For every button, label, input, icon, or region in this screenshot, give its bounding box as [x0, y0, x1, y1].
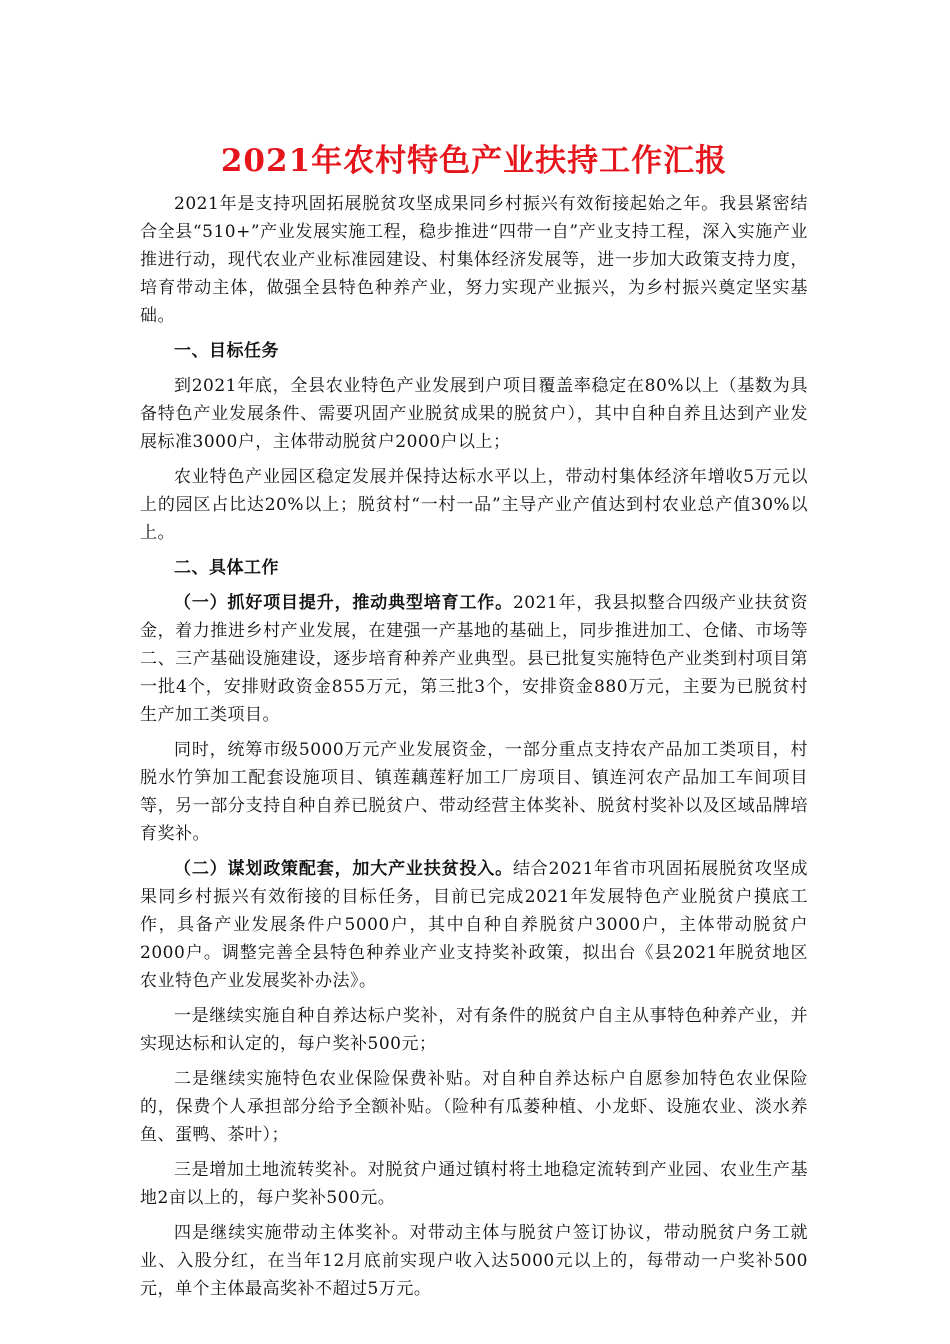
work-item-2-text: 结合2021年省市巩固拓展脱贫攻坚成果同乡村振兴有效衔接的目标任务，目前已完成2021年发展特色产业脱贫户摸底工作，具备产业发展条件户5000户，其中自种自养脱贫户3000户，主体带动脱贫户2000户。调整完善全县特色种养业产业支持奖补政策，拟出台《县2021年脱贫地区农业特色产业发展奖补办法》。	[140, 859, 808, 991]
work-item-1-text: 2021年，我县拟整合四级产业扶贫资金，着力推进乡村产业发展，在建强一产基地的基础上，同步推进加工、仓储、市场等二、三产基础设施建设，逐步培育种养产业典型。县已批复实施特色产业类到村项目第一批4个，安排财政资金855万元，第三批3个，安排资金880万元，主要为已脱贫村生产加工类项目。	[140, 593, 808, 725]
goals-paragraph-2: 农业特色产业园区稳定发展并保持达标水平以上，带动村集体经济年增收5万元以上的园区占比达20%以上；脱贫村“一村一品”主导产业产值达到村农业总产值30%以上。	[140, 467, 808, 543]
policy-point-3: 三是增加土地流转奖补。对脱贫户通过镇村将土地稳定流转到产业园、农业生产基地2亩以上的，每户奖补500元。	[140, 1160, 808, 1208]
work-item-2-paragraph	[140, 855, 808, 995]
document-title: 2021年农村特色产业扶持工作汇报	[220, 143, 728, 179]
section-heading-goals: 一、目标任务	[174, 341, 279, 361]
policy-point-4: 四是继续实施带动主体奖补。对带动主体与脱贫户签订协议，带动脱贫户务工就业、入股分红，在当年12月底前实现户收入达5000元以上的，每带动一户奖补500元，单个主体最高奖补不超过5万元。	[140, 1223, 808, 1299]
section-heading-work: 二、具体工作	[174, 558, 279, 578]
goals-paragraph-1: 到2021年底，全县农业特色产业发展到户项目覆盖率稳定在80%以上（基数为具备特色产业发展条件、需要巩固产业脱贫成果的脱贫户），其中自种自养且达到产业发展标准3000户，主体带动脱贫户2000户以上；	[140, 376, 808, 452]
funding-paragraph: 同时，统筹市级5000万元产业发展资金，一部分重点支持农产品加工类项目，村脱水竹笋加工配套设施项目、镇莲藕莲籽加工厂房项目、镇连河农产品加工车间项目等，另一部分支持自种自养已脱贫户、带动经营主体奖补、脱贫村奖补以及区域品牌培育奖补。	[140, 740, 808, 844]
policy-point-2: 二是继续实施特色农业保险保费补贴。对自种自养达标户自愿参加特色农业保险的，保费个人承担部分给予全额补贴。（险种有瓜蒌种植、小龙虾、设施农业、淡水养鱼、蛋鸭、茶叶）；	[140, 1069, 808, 1145]
intro-paragraph: 2021年是支持巩固拓展脱贫攻坚成果同乡村振兴有效衔接起始之年。我县紧密结合全县“510+”产业发展实施工程，稳步推进“四带一自”产业支持工程，深入实施产业推进行动，现代农业产业标准园建设、村集体经济发展等，进一步加大政策支持力度，培育带动主体，做强全县特色种养产业，努力实现产业振兴，为乡村振兴奠定坚实基础。	[140, 194, 808, 326]
work-item-1-lead: （一）抓好项目提升，推动典型培育工作。	[174, 593, 513, 613]
work-item-1-paragraph	[140, 589, 808, 729]
document-body	[140, 138, 808, 1310]
policy-point-1: 一是继续实施自种自养达标户奖补，对有条件的脱贫户自主从事特色种养产业，并实现达标和认定的，每户奖补500元；	[140, 1006, 808, 1054]
work-item-2-lead: （二）谋划政策配套，加大产业扶贫投入。	[174, 859, 513, 879]
